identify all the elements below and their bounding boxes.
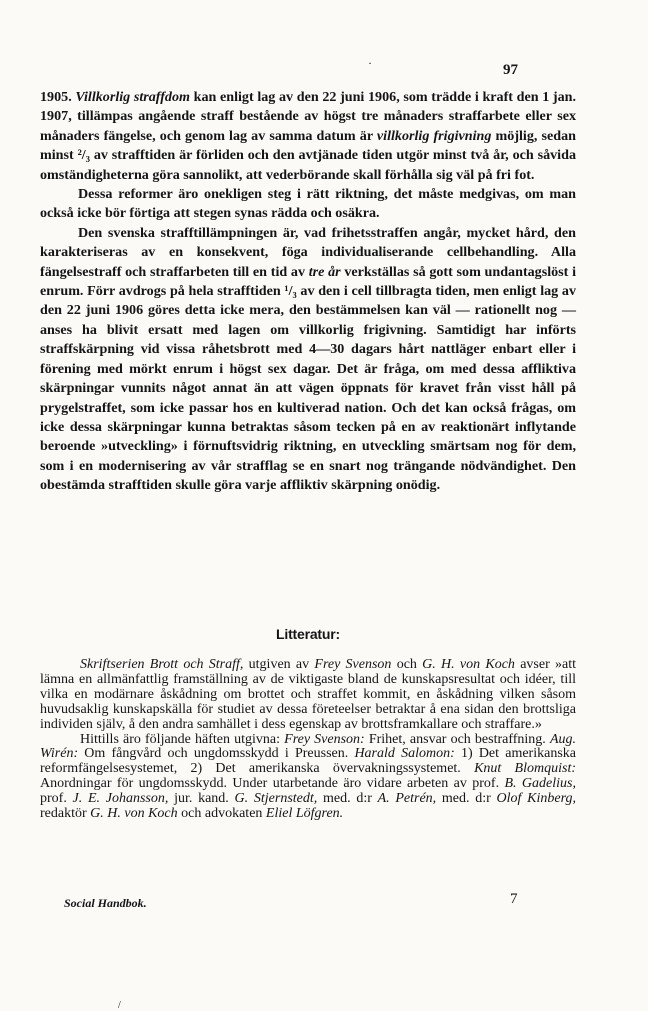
author-name: Olof Kinberg, — [496, 791, 576, 807]
lit-text: prof. — [40, 791, 73, 807]
literature-text — [40, 658, 576, 822]
lit-text: Om fångvård och ungdomsskydd i Preussen. — [78, 746, 355, 762]
page-number: 97 — [503, 62, 518, 78]
author-name: J. E. Johansson, — [72, 791, 169, 807]
p3-term-tre-ar: tre år — [308, 263, 341, 280]
paragraph-3 — [40, 224, 576, 496]
p1-term-villkorlig-frigivning: villkorlig frigivning — [376, 127, 492, 144]
p1-text-end: möjlig, sedan minst ²/₃ av strafftiden är förliden och den avtjänade tiden utgör minst två år, och såvida omständigheterna göra sannolikt, att vederbörande skall förhålla sig väl på fri fot. — [40, 127, 576, 183]
p1-term-villkorlig-straffdom: Villkorlig straffdom — [75, 89, 190, 105]
author-name: G. H. von Koch — [90, 806, 178, 822]
series-title: Skriftserien Brott och Straff, — [80, 657, 244, 672]
stray-mark: / — [118, 1000, 121, 1011]
author-name: Eliel Löfgren. — [265, 806, 344, 822]
lit-text: utgiven av — [243, 657, 315, 672]
author-name: Frey Svenson — [314, 657, 392, 672]
author-name: G. Stjernstedt, — [234, 791, 318, 807]
stray-dot: · — [368, 56, 372, 70]
lit-text: jur. kand. — [168, 791, 235, 807]
lit-text: och advokaten — [177, 806, 266, 822]
lit-text: Anordningar för ungdomsskydd. Under utarbetande äro vidare arbeten av prof. — [40, 776, 505, 792]
lit-text: 1) Det amerikanska reformfängelsesystemet, 2) Det amerikanska övervakningssystemet. — [40, 746, 576, 777]
p1-text: kan enligt lag av den 22 juni 1906, som trädde i kraft den 1 jan. 1907, tillämpas angående straff bestående av högst tre månaders straffarbete eller sex månaders fängelse, och genom lag av samma datum är — [40, 89, 577, 144]
lit-text: och — [391, 657, 423, 672]
paragraph-2: Dessa reformer äro onekligen steg i rätt riktning, det måste medgivas, om man också icke bör förtiga att stegen synas rädda och osäkra. — [40, 186, 576, 222]
p3-text-end: verkställas så gott som undantagslöst i enrum. Förr avdrogs på hela strafftiden ¹/₃ av den i cell tillbragta tiden, men enligt lag av den 22 juni 1906 göres detta icke mera, den bestämmelsen kan väl — rationellt nog — anses ha blivit ersatt med lagen om villkorlig frigivning. Samtidigt har införts straffskärpning vid vissa råhetsbrott med 4—30 dagars hårt nattläger enbart eller i förening med mörkt enrum i högst sex dagar. Det är fråga, om med dessa affliktiva skärpningar vunnits något annat än att vägen öppnats för kravet från visst håll på prygelstraffet, som icke passar hos en kultiverad nation. Och det kan också frågas, om icke dessa skärpningar kunna betraktas såsom tecken på en av reaktionärt inflytande beroende »utveckling» i förnuftsvidrig riktning, en utveckling smärtsam nog för dem, som i en modernisering av vår strafflag se en snart nog trängande nödvändighet. Den obestämda strafftiden skulle göra varje affliktiv skärpning onödig. — [40, 263, 576, 494]
author-name: Aug. Wirén: — [40, 731, 576, 762]
lit-text: med. d:r — [436, 791, 497, 807]
author-name: Frey Svenson: — [284, 731, 365, 747]
lit-text: avser »att lämna en allmänfattlig framställning av de viktigaste bland de kunskapsresultat och idéer, till vilka en modärnare åskådning om brottet och straffet kommit, en åskådning vilken såsom huvudsaklig kunskapskälla för studiet av dessa företeelser betraktar å ena sidan den brottsliga individen själv, å den andra samhället i dess egenskap av brottsframkallare och straffare.» — [40, 657, 576, 732]
lit-text: Hittills äro följande häften utgivna: — [80, 731, 285, 747]
lit-text: redaktör — [40, 806, 91, 822]
lit-text: med. d:r — [317, 791, 378, 807]
p1-year: 1905. — [40, 89, 76, 105]
footer-source: Social Handbok. — [64, 896, 147, 910]
main-text — [40, 88, 576, 496]
author-name: Knut Blomquist: — [474, 761, 576, 777]
author-name: A. Petrén, — [377, 791, 437, 807]
paragraph-1 — [40, 88, 576, 185]
signature-mark: 7 — [510, 891, 518, 907]
literature-paragraph-1 — [40, 658, 576, 733]
author-name: B. Gadelius, — [504, 776, 576, 792]
literature-heading: Litteratur: — [276, 626, 340, 642]
p3-text: Den svenska strafftillämpningen är, vad frihetsstraffen angår, mycket hård, den karakteriseras av en konsekvent, föga individualiserande cellbehandling. Alla fängelsestraff och straffarbeten till en tid av — [40, 224, 576, 280]
lit-text: Frihet, ansvar och bestraffning. — [364, 731, 550, 747]
literature-paragraph-2 — [40, 733, 576, 822]
author-name: Harald Salomon: — [354, 746, 455, 762]
author-name: G. H. von Koch — [422, 657, 515, 672]
